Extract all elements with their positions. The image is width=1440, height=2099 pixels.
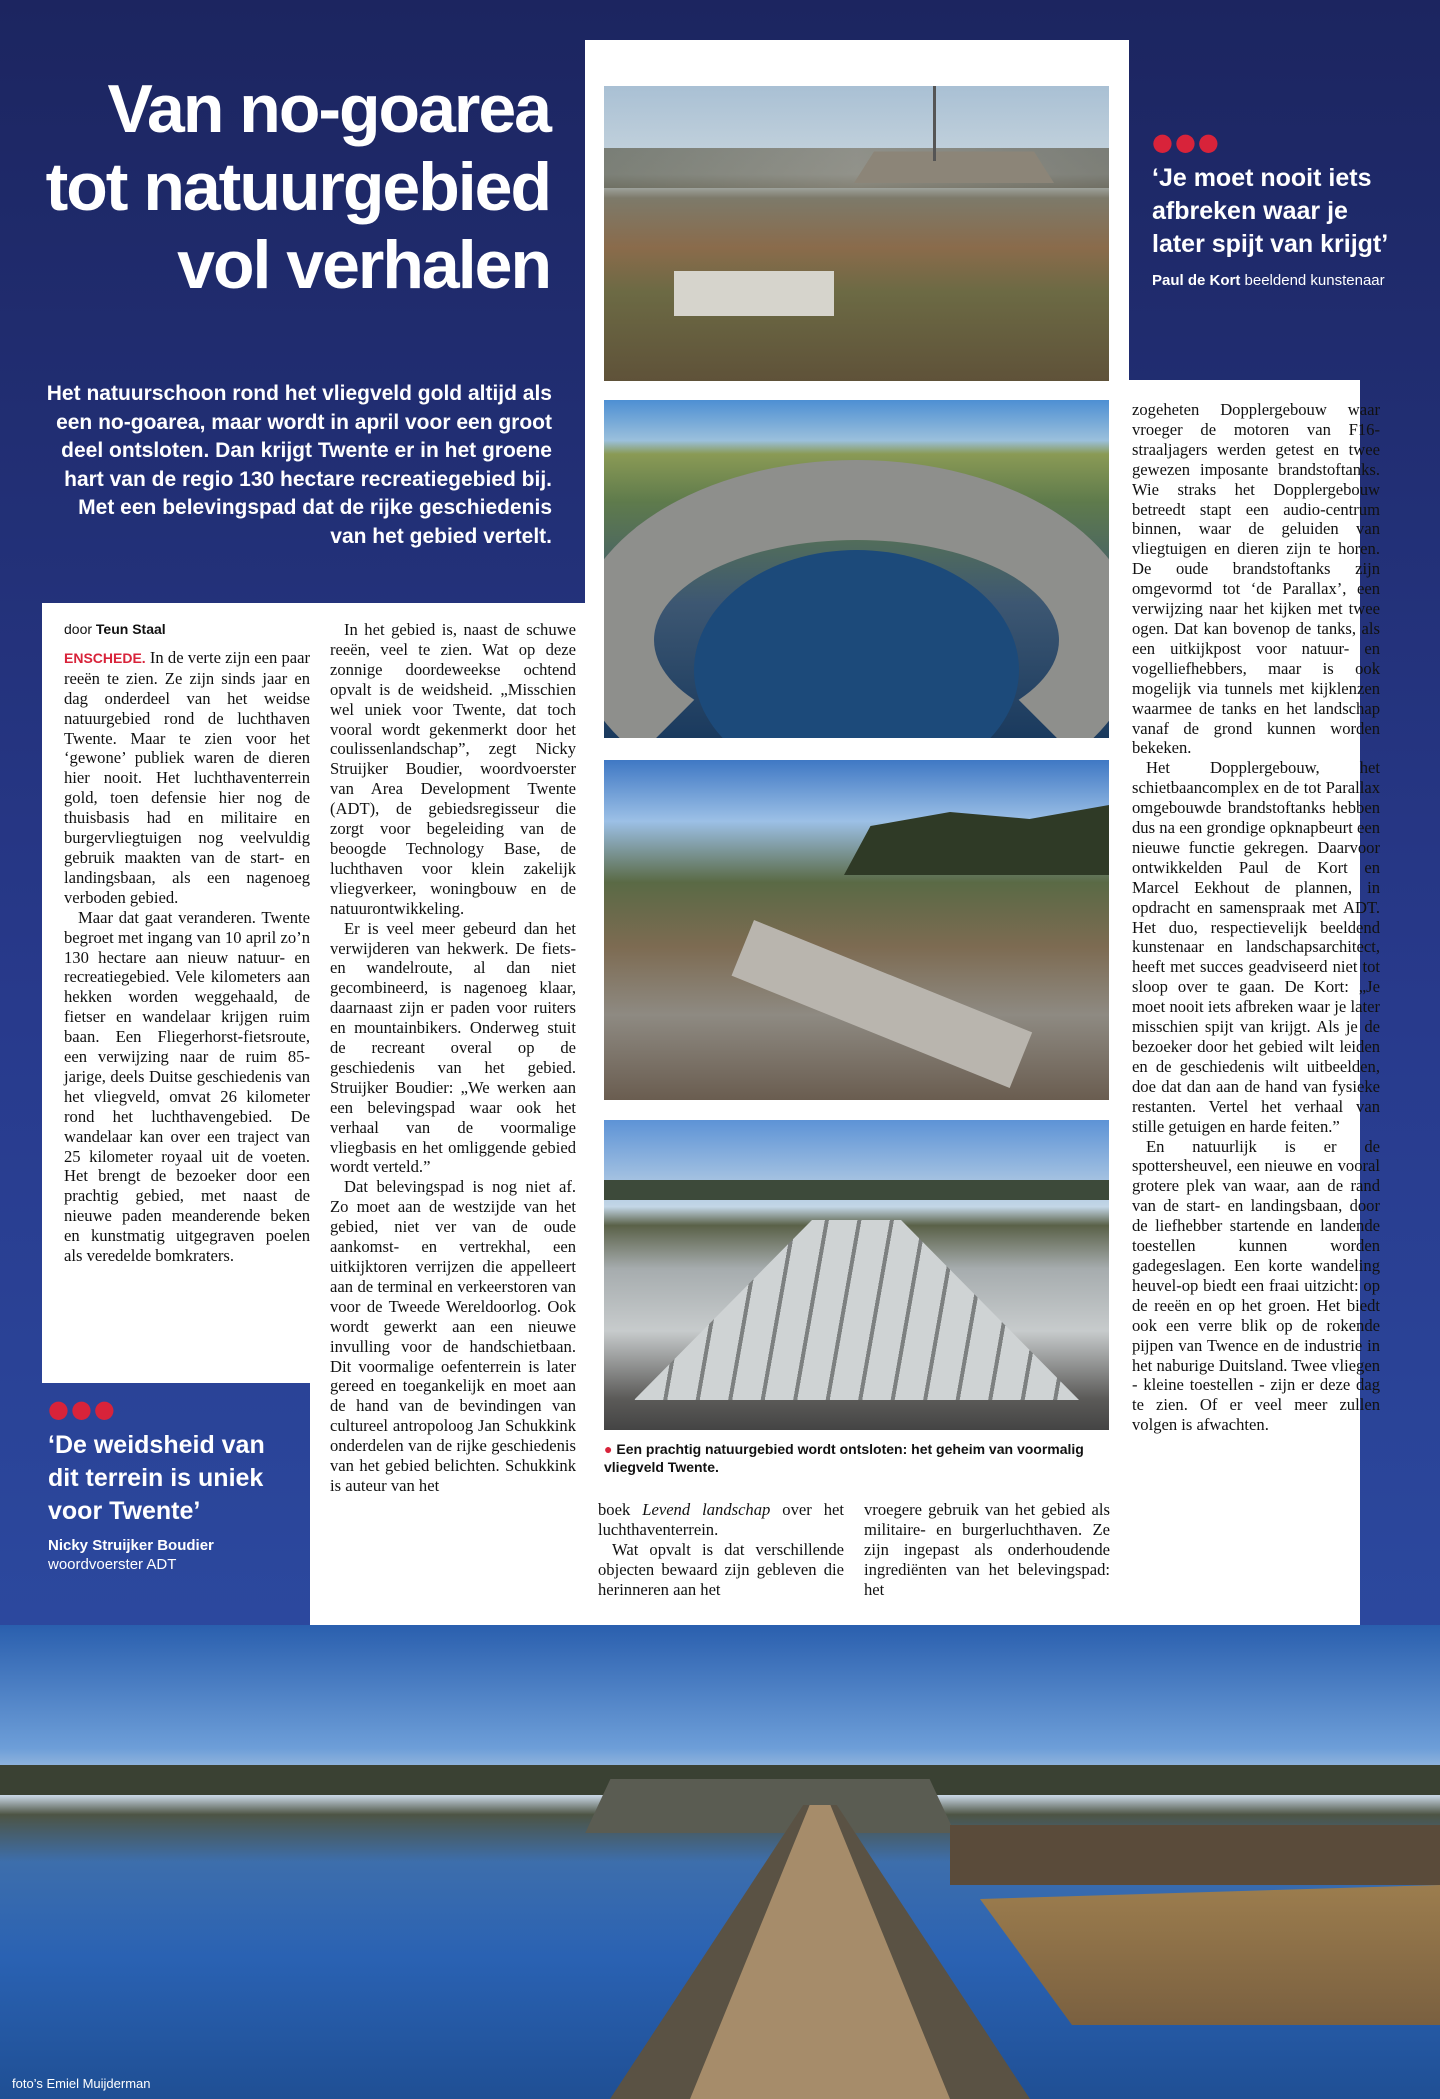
- article-column-3: [598, 1500, 844, 1600]
- caption-bullet-icon: ●: [604, 1441, 617, 1457]
- author-name: Teun Staal: [95, 621, 166, 637]
- book-title: Levend landschap: [642, 1500, 771, 1519]
- headline-line-3: vol verhalen: [177, 227, 550, 303]
- quote-left: [48, 1395, 288, 1574]
- quote-role: woordvoerster ADT: [48, 1556, 177, 1573]
- paragraph-text: In de verte zijn een paar reeën te zien. Ze zijn sinds jaar en dag onderdeel van het weidse natuurgebied rond de luchthaven Twente. Maar te zien voor het ‘gewone’ publiek waren de dieren hier nooit. Het luchthaventerrein gold, toen defensie hier nog de thuisbasis had en militaire en burgervliegtuigen nog veelvuldig gebruik maakten van de start- en landingsbaan, als een nagenoeg verboden gebied.: [64, 647, 310, 907]
- article-column-5: [1132, 400, 1380, 1435]
- headline-line-2: tot natuurgebied: [45, 149, 550, 225]
- article-column-4: [864, 1500, 1110, 1600]
- caption-text: Een prachtig natuurgebied wordt ontsloten: het geheim van voormalig vliegveld Twente.: [604, 1441, 1084, 1475]
- paragraph: En natuurlijk is er de spottersheuvel, een nieuwe en vooral grotere plek van waar, aan de rand van de start- en landingsbaan, door de liefhebber startende en landende toestellen kunnen worden gadegeslagen. Een korte wandeling heuvel-op biedt een fraai uitzicht: op de reeën en op het groen. Het biedt ook een verre blik op de rokende pijpen van Twence en de industrie in het naburige Duitsland. Twee vliegen - kleine toestellen - zijn er deze dag te zien. Of er veel meer zullen volgen is afwachten.: [1132, 1136, 1380, 1435]
- photo-tunnel-arch: [604, 400, 1109, 738]
- quote-role: beeldend kunstenaar: [1244, 272, 1385, 289]
- paragraph-text: over het luchthaventerrein.: [598, 1500, 845, 1539]
- photo-deer-field: [604, 86, 1109, 381]
- quote-author: Nicky Struijker Boudier: [48, 1537, 214, 1554]
- quote-text: ‘De weidsheid van dit terrein is uniek voor Twente’: [48, 1431, 265, 1525]
- paragraph: vroegere gebruik van het gebied als militaire- en burgerluchthaven. Ze zijn ingepast als onderhoudende ingrediënten van het belevingspad: het: [864, 1500, 1110, 1599]
- article-column-2: [330, 620, 576, 1496]
- photo-wetland-path: [0, 1625, 1440, 2099]
- article-column-1: [64, 620, 310, 1266]
- byline-prefix: door: [64, 621, 93, 637]
- paragraph: Het Dopplergebouw, het schietbaancomplex en de tot Parallax omgebouwde brandstoftanks hebben dus na een grondige opknapbeurt een nieuwe functie gekregen. Daarvoor ontwikkelden Paul de Kort en Marcel Eekhout de plannen, in opdracht en samenspraak met ADT. Het duo, respectievelijk beeldend kunstenaar en landschapsarchitect, heeft met succes geadviseerd niet tot sloop over te gaan. De Kort: „Je moet nooit iets afbreken waar je later misschien spijt van krijgt. Als je de bezoeker door het gebied wilt leiden en de geschiedenis wilt uitbeelden, doe dat dan aan de hand van fysieke restanten. Vertel het verhaal van stille getuigen en harde feiten.”: [1132, 758, 1380, 1136]
- byline: [64, 620, 310, 640]
- quote-author: Paul de Kort: [1152, 272, 1241, 289]
- paragraph: In het gebied is, naast de schuwe reeën, veel te zien. Wat op deze zonnige doordeweekse ochtend opvalt is de weidsheid. „Misschien wel uniek voor Twente, dat toch vooral wordt gekenmerkt door het coulissenlandschap”, zegt Nicky Struijker Boudier, woordvoerster van Area Development Twente (ADT), de gebiedsregisseur die zorgt voor begeleiding van de beoogde Technology Base, de luchthaven voor klein zakelijk vliegverkeer, woningbouw en de natuurontwikkeling.: [330, 620, 576, 918]
- intro-paragraph: Het natuurschoon rond het vliegveld gold altijd als een no-goarea, maar wordt in april voor een groot deel ontsloten. Dan krijgt Twente er in het groene hart van de regio 130 hectare recreatiegebied bij. Met een belevingspad dat de rijke geschiedenis van het gebied vertelt.: [46, 382, 552, 548]
- paragraph: Er is veel meer gebeurd dan het verwijderen van hekwerk. De fiets- en wandelroute, al dan niet gecombineerd, is nagenoeg klaar, daarnaast zijn er paden voor ruiters en mountainbikers. Onderweg stuit de recreant overal op de geschiedenis van het gebied. Struijker Boudier: „We werken aan een belevingspad waar ook het verhaal van de voormalige vliegbasis en het omliggende gebied wordt verteld.”: [330, 918, 576, 1177]
- headline-line-1: Van no-goarea: [107, 71, 550, 147]
- quote-dots-icon: ●●●: [1152, 128, 1221, 156]
- paragraph: [64, 648, 310, 908]
- paragraph: Maar dat gaat veranderen. Twente begroet met ingang van 10 april zo’n 130 hectare aan nieuw natuur- en recreatiegebied. Vele kilometers aan hekken worden weggehaald, de fietser en wandelaar krijgen ruim baan. Een Fliegerhorst-fietsroute, een verwijzing naar de ruim 85-jarige, deels Duitse geschiedenis van het vliegveld, omvat 26 kilometer rond het luchthavengebied. De wandelaar kan over een traject van 25 kilometer royaal uit de voeten. Het brengt de bezoeker door een prachtig gebied, met naast de nieuwe paden meanderende beken en kunstmatig uitgegraven poelen als veredelde bomkraters.: [64, 907, 310, 1266]
- paragraph: Dat belevingspad is nog niet af. Zo moet aan de westzijde van het gebied, niet ver van de oude aankomst- en vertrekhal, een uitkijktoren verrijzen die appelleert aan de terminal en verkeerstoren van voor de Tweede Wereldoorlog. Ook wordt gewerkt aan een nieuwe invulling voor de handschietbaan. Dit voormalige oefenterrein is later gereed en toegankelijk en moet aan de hand van de bevindingen van cultureel antropoloog Jan Schukkink onderdelen van de rijke geschiedenis van het gebied belichten. Schukkink is auteur van het: [330, 1177, 576, 1495]
- headline: [30, 70, 550, 304]
- paragraph: zogeheten Dopplergebouw waar vroeger de motoren van F16-straaljagers werden getest en twee gewezen imposante brandstoftanks. Wie straks het Dopplergebouw betreedt stapt een audio-centrum binnen, waar de geluiden van vliegtuigen en dieren zijn te horen. De oude brandstoftanks zijn omgevormd tot ‘de Parallax’, een verwijzing naar het kijken met twee ogen. Dat kan bovenop de tanks, als een uitkijkpost voor natuur- en vogelliefhebbers, maar is ook mogelijk via tunnels met kijklenzen waarmee de tanks en het landschap vanaf de grond kunnen worden bekeken.: [1132, 400, 1380, 758]
- paragraph: [598, 1500, 844, 1540]
- quote-right: [1152, 128, 1392, 290]
- photo-caption: [604, 1440, 1109, 1476]
- photo-broken-runway: [604, 1120, 1109, 1430]
- dateline: ENSCHEDE.: [64, 649, 146, 666]
- photo-credit: foto’s Emiel Muijderman: [12, 2076, 151, 2091]
- photo-boardwalk: [604, 760, 1109, 1100]
- paragraph: Wat opvalt is dat verschillende objecten bewaard zijn gebleven die herinneren aan het: [598, 1539, 844, 1599]
- quote-dots-icon: ●●●: [48, 1395, 117, 1423]
- paragraph-text: boek: [598, 1500, 631, 1519]
- quote-text: ‘Je moet nooit iets afbreken waar je later spijt van krijgt’: [1152, 164, 1389, 258]
